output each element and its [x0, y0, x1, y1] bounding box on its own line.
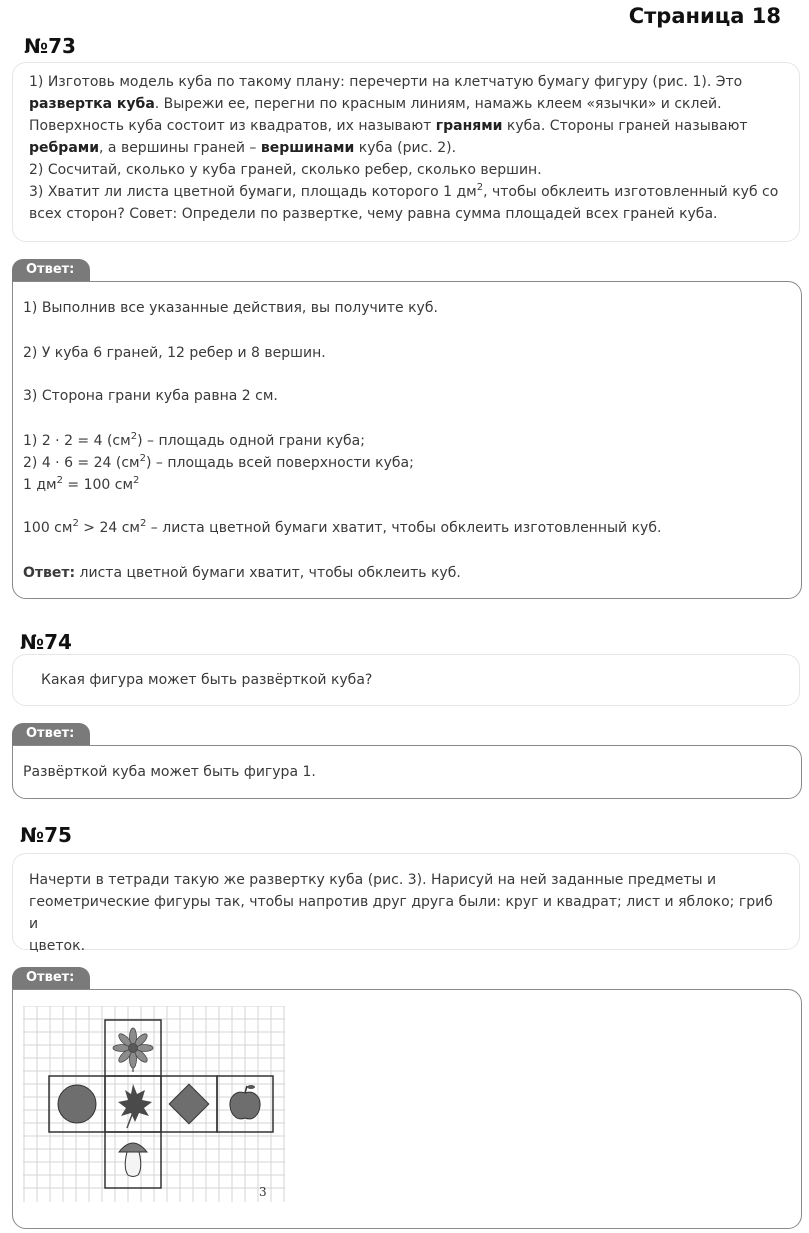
circle-shape — [58, 1085, 96, 1123]
question-box-74 — [12, 654, 800, 706]
q73-line4: ребрами, а вершины граней – вершинами куба (рис. 2). — [29, 140, 457, 156]
q75-line1: Начерти в тетради такую же развертку куба (рис. 3). Нарисуй на ней заданные предметы и — [29, 872, 717, 888]
a74-text: Развёрткой куба может быть фигура 1. — [23, 764, 316, 780]
q73-line3: Поверхность куба состоит из квадратов, их называют гранями куба. Стороны граней называют — [29, 118, 748, 134]
q73-line1: 1) Изготовь модель куба по такому плану: перечерти на клетчатую бумагу фигуру (рис. 1). Это — [29, 74, 743, 90]
answer-tab-73: Ответ: — [12, 259, 90, 281]
flower-icon — [113, 1028, 153, 1072]
figure-label: 3 — [259, 1185, 267, 1199]
a73-line4: 1) 2 · 2 = 4 $(см^2)$ – площадь одной грани куба; — [23, 431, 365, 449]
problem-number-73: №73 — [24, 34, 76, 58]
a73-line2: 2) У куба 6 граней, 12 ребер и 8 вершин. — [23, 345, 326, 361]
answer-tab-74: Ответ: — [12, 723, 90, 745]
q73-line7: всех сторон? Совет: Определи по развертке, чему равна сумма площадей всех граней куба. — [29, 206, 718, 222]
a73-final: Ответ: листа цветной бумаги хватит, чтобы обклеить куб. — [23, 565, 461, 581]
cube-net-figure — [23, 1006, 285, 1202]
diamond-shape — [169, 1084, 209, 1124]
problem-number-74: №74 — [20, 630, 72, 654]
q73-line2: развертка куба. Вырежи ее, перегни по красным линиям, намажь клеем «язычки» и склей. — [29, 96, 722, 112]
a73-line3: 3) Сторона грани куба равна 2 см. — [23, 388, 278, 404]
problem-number-75: №75 — [20, 823, 72, 847]
q75-line2: геометрические фигуры так, чтобы напротив друг друга были: круг и квадрат; лист и яблоко; гриб и — [29, 894, 773, 932]
question-box-75 — [12, 853, 800, 954]
a73-line5: 2) 4 · 6 = 24 $(см^2)$ – площадь всей поверхности куба; — [23, 453, 414, 471]
q75-line3: цветок. — [29, 938, 86, 954]
answer-box-73 — [12, 281, 802, 599]
leaf-icon — [118, 1084, 152, 1128]
q73-line6: 3) Хватит ли листа цветной бумаги, площадь которого 1 $дм^2$, чтобы обклеить изготовленный куб со — [29, 182, 779, 200]
answer-box-75 — [12, 989, 802, 1229]
a73-line7: 100 $см^2 > 24$ $см^2$ – листа цветной бумаги хватит, чтобы обклеить изготовленный куб. — [23, 518, 662, 536]
answer-box-74 — [12, 745, 802, 799]
question-box-73 — [12, 62, 800, 242]
q74-text: Какая фигура может быть развёрткой куба? — [41, 672, 373, 688]
a73-line1: 1) Выполнив все указанные действия, вы получите куб. — [23, 300, 438, 316]
mushroom-icon — [119, 1143, 147, 1177]
q73-line5: 2) Сосчитай, сколько у куба граней, сколько ребер, сколько вершин. — [29, 162, 542, 178]
a73-line6: 1 $дм^2 = 100$ $см^2$ — [23, 475, 140, 493]
page-title: Страница 18 — [628, 4, 781, 28]
answer-tab-75: Ответ: — [12, 967, 90, 989]
